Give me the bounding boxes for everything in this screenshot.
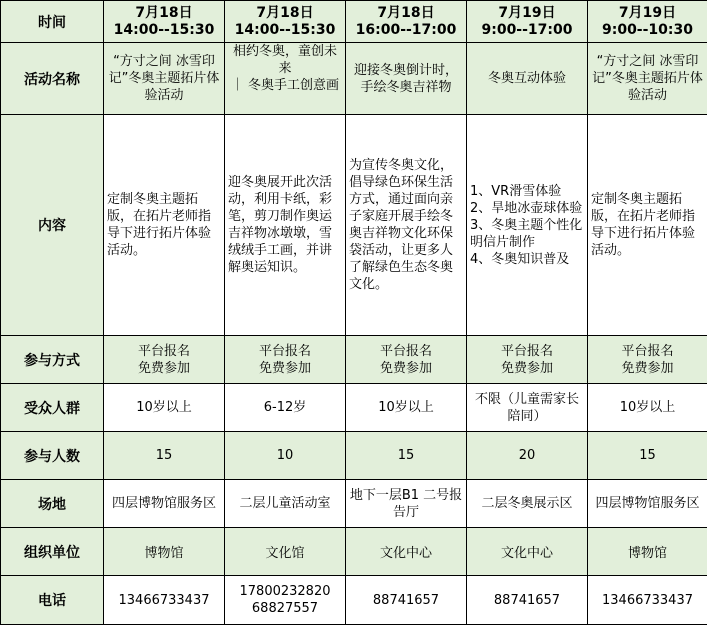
venue-row: [1, 480, 707, 528]
audience-row: [1, 384, 707, 432]
activity-name-cell: “方寸之间 冰雪印记”冬奥主题拓片体验活动: [104, 43, 225, 115]
organizer-cell: 文化馆: [225, 528, 346, 576]
audience-cell: 10岁以上: [346, 384, 467, 432]
row-label-organizer: 组织单位: [1, 528, 104, 576]
column-time: 9:00--17:00: [470, 22, 584, 39]
venue-cell: 地下一层B1 二号报告厅: [346, 480, 467, 528]
column-date: 7月18日: [107, 5, 221, 22]
column-header: [225, 1, 346, 43]
audience-cell: 10岁以上: [588, 384, 707, 432]
row-label-content: 内容: [1, 115, 104, 336]
content-cell: 1、VR滑雪体验 2、旱地冰壶球体验 3、冬奥主题个性化明信片制作 4、冬奥知识普及: [467, 115, 588, 336]
activity-name-cell: 相约冬奥，童创未来 ｜ 冬奥手工创意画: [225, 43, 346, 115]
column-date: 7月18日: [349, 5, 463, 22]
participant-count-cell: 15: [588, 432, 707, 480]
column-date: 7月19日: [591, 5, 704, 22]
audience-cell: 不限（儿童需家长陪同）: [467, 384, 588, 432]
phone-cell: 88741657: [467, 576, 588, 625]
column-date: 7月18日: [228, 5, 342, 22]
organizer-cell: 文化中心: [346, 528, 467, 576]
audience-cell: 10岁以上: [104, 384, 225, 432]
venue-cell: 四层博物馆服务区: [104, 480, 225, 528]
participation-method-cell: 平台报名 免费参加: [588, 336, 707, 384]
venue-cell: 二层冬奥展示区: [467, 480, 588, 528]
participation-method-cell: 平台报名 免费参加: [104, 336, 225, 384]
content-cell: 迎冬奥展开此次活动，利用卡纸，彩笔，剪刀制作奥运吉祥物冰墩墩，雪绒绒手工画，并讲解奥运知识。: [225, 115, 346, 336]
audience-cell: 6-12岁: [225, 384, 346, 432]
activity-name-cell: “方寸之间 冰雪印记”冬奥主题拓片体验活动: [588, 43, 707, 115]
participation-method-row: [1, 336, 707, 384]
participation-method-cell: 平台报名 免费参加: [346, 336, 467, 384]
organizer-cell: 博物馆: [588, 528, 707, 576]
organizer-cell: 博物馆: [104, 528, 225, 576]
activity-name-cell: 冬奥互动体验: [467, 43, 588, 115]
activity-name-row: [1, 43, 707, 115]
column-header: [346, 1, 467, 43]
column-header: [588, 1, 707, 43]
column-time: 9:00--10:30: [591, 22, 704, 39]
row-label-audience: 受众人群: [1, 384, 104, 432]
participant-count-cell: 20: [467, 432, 588, 480]
organizer-row: [1, 528, 707, 576]
content-cell: 定制冬奥主题拓版，在拓片老师指导下进行拓片体验活动。: [104, 115, 225, 336]
venue-cell: 四层博物馆服务区: [588, 480, 707, 528]
header-row: [1, 1, 707, 43]
row-label-activity-name: 活动名称: [1, 43, 104, 115]
row-label-participant-count: 参与人数: [1, 432, 104, 480]
column-header: [104, 1, 225, 43]
phone-cell: 17800232820 68827557: [225, 576, 346, 625]
content-cell: 定制冬奥主题拓版，在拓片老师指导下进行拓片体验活动。: [588, 115, 707, 336]
phone-row: [1, 576, 707, 625]
column-time: 16:00--17:00: [349, 22, 463, 39]
content-cell: 为宣传冬奥文化，倡导绿色环保生活方式，通过面向亲子家庭开展手绘冬奥吉祥物文化环保袋活动，让更多人了解绿色生态冬奥文化。: [346, 115, 467, 336]
column-time: 14:00--15:30: [107, 22, 221, 39]
phone-cell: 13466733437: [588, 576, 707, 625]
participant-count-cell: 15: [346, 432, 467, 480]
row-label-participation-method: 参与方式: [1, 336, 104, 384]
venue-cell: 二层儿童活动室: [225, 480, 346, 528]
phone-cell: 13466733437: [104, 576, 225, 625]
participant-count-cell: 10: [225, 432, 346, 480]
row-label-venue: 场地: [1, 480, 104, 528]
column-date: 7月19日: [470, 5, 584, 22]
row-label-phone: 电话: [1, 576, 104, 625]
participation-method-cell: 平台报名 免费参加: [225, 336, 346, 384]
column-time: 14:00--15:30: [228, 22, 342, 39]
participant-count-cell: 15: [104, 432, 225, 480]
content-row: [1, 115, 707, 336]
phone-cell: 88741657: [346, 576, 467, 625]
corner-label: 时间: [1, 1, 104, 43]
participation-method-cell: 平台报名 免费参加: [467, 336, 588, 384]
organizer-cell: 文化中心: [467, 528, 588, 576]
activity-name-cell: 迎接冬奥倒计时，手绘冬奥吉祥物: [346, 43, 467, 115]
column-header: [467, 1, 588, 43]
participant-count-row: [1, 432, 707, 480]
